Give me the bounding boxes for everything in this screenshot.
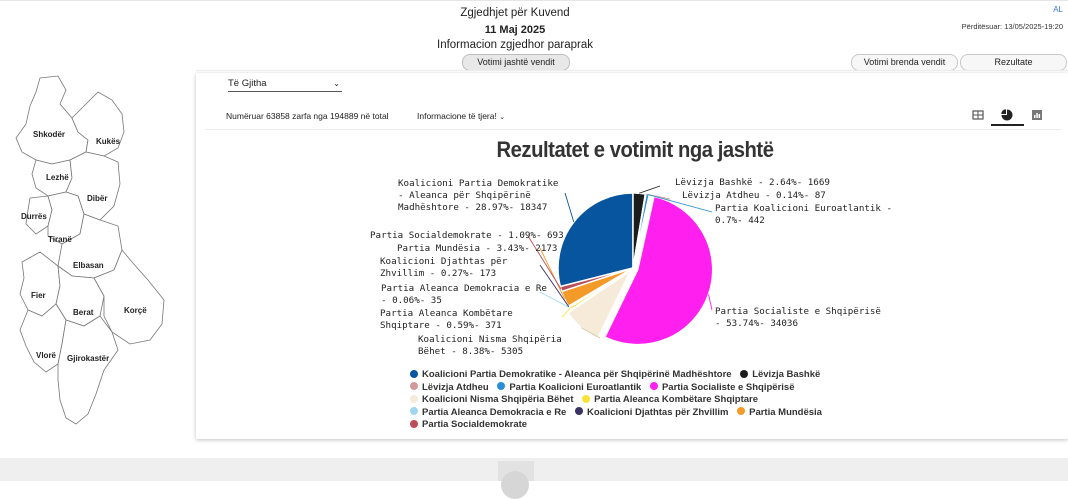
tab-results[interactable]: Rezultate xyxy=(960,54,1067,71)
legend-label: Partia Koalicioni Euroatlantik xyxy=(509,381,642,393)
legend-label: Partia Mundësia xyxy=(749,406,822,418)
legend-dot xyxy=(410,407,418,415)
pie-label-akshi: Partia Aleanca Kombëtare Shqiptare - 0.59%- 371 xyxy=(380,308,513,331)
legend-item[interactable] xyxy=(410,369,732,382)
legend-item[interactable] xyxy=(740,369,820,382)
page-title: Zgjedhjet për Kuvend xyxy=(460,7,570,19)
map-label-durres: Durrës xyxy=(21,212,47,221)
chart-legend xyxy=(410,369,870,432)
legend-label: Lëvizja Atdheu xyxy=(422,381,489,393)
legend-label: Partia Socialdemokrate xyxy=(422,419,528,431)
legend-dot xyxy=(410,420,418,428)
tab-voting-domestic[interactable]: Votimi brenda vendit xyxy=(851,54,958,71)
election-date: 11 Maj 2025 xyxy=(484,24,546,36)
legend-item[interactable] xyxy=(410,394,574,407)
legend-item[interactable] xyxy=(737,407,822,420)
pie-label-pd: Koalicioni Partia Demokratike - Aleanca për Shqipërinë Madhështore - 28.97%- 18347 xyxy=(398,178,559,213)
legend-dot xyxy=(737,407,745,415)
legend-label: Koalicioni Djathtas për Zhvillim xyxy=(586,406,729,418)
chevron-down-icon: ⌄ xyxy=(333,79,340,88)
legend-label: Koalicioni Partia Demokratike - Aleanca për Shqipërinë Madhështore xyxy=(422,369,732,380)
pie-label-euroatlantik: Partia Koalicioni Euroatlantik - 0.7%- 442 xyxy=(715,203,893,226)
map-label-kukes: Kukës xyxy=(96,137,121,146)
chart-title: Rezultatet e votimit nga jashtë xyxy=(496,137,774,162)
legend-item[interactable] xyxy=(582,394,758,407)
map-label-lezhe: Lezhë xyxy=(46,173,69,182)
map-label-gjirokaster: Gjirokastër xyxy=(67,354,110,363)
legend-label: Partia Aleanca Demokracia e Re xyxy=(422,406,567,418)
map-label-shkoder: Shkodër xyxy=(33,130,66,139)
legend-dot xyxy=(575,407,583,415)
pie-connector xyxy=(709,294,712,310)
map-label-fier: Fier xyxy=(31,291,46,300)
map-label-diber: Dibër xyxy=(87,194,108,203)
legend-item[interactable] xyxy=(410,382,489,395)
legend-item[interactable] xyxy=(575,407,728,420)
legend-label: Lëvizja Bashkë xyxy=(752,369,821,380)
legend-dot xyxy=(410,395,418,403)
legend-item[interactable] xyxy=(497,382,641,395)
more-info-label: Informacione të tjera! xyxy=(417,111,497,121)
scroll-button[interactable] xyxy=(501,471,529,499)
legend-label: Koalicioni Nisma Shqipëria Bëhet xyxy=(422,394,574,406)
region-select-value: Të Gjitha xyxy=(228,78,267,89)
pie-label-demokracia-re: Partia Aleanca Demokracia e Re - 0.06%- 35 xyxy=(381,283,547,306)
chevron-down-icon: ⌄ xyxy=(499,114,506,121)
legend-item[interactable] xyxy=(410,419,527,432)
legend-item[interactable] xyxy=(410,407,566,420)
pie-label-mundesia: Partia Mundësia - 3.43%- 2173 xyxy=(397,243,558,254)
map-label-korce: Korçë xyxy=(124,306,147,315)
pie-label-nisma: Koalicioni Nisma Shqipëria Bëhet - 8.38%- 5305 xyxy=(418,334,562,357)
legend-dot xyxy=(410,382,418,390)
pie-label-djathtas: Koalicioni Djathtas për Zhvillim - 0.27%- 173 xyxy=(380,256,508,279)
pie-label-levizja-atdheu: Lëvizja Atdheu - 0.14%- 87 xyxy=(682,190,826,201)
legend-dot xyxy=(582,395,590,403)
legend-item[interactable] xyxy=(650,382,795,395)
legend-dot xyxy=(650,382,658,390)
legend-label: Partia Aleanca Kombëtare Shqiptare xyxy=(594,394,758,406)
legend-dot xyxy=(410,370,418,378)
map-label-tirane: Tiranë xyxy=(48,235,72,244)
pie-label-ps: Partia Socialiste e Shqipërisë - 53.74%- 34036 xyxy=(715,306,881,329)
language-switch[interactable]: AL xyxy=(1053,5,1063,14)
legend-label: Partia Socialiste e Shqipërisë xyxy=(661,381,795,393)
tab-voting-abroad[interactable]: Votimi jashtë vendit xyxy=(462,54,570,71)
map-label-berat: Berat xyxy=(73,308,94,317)
map-label-elbasan: Elbasan xyxy=(73,261,104,270)
pie-label-socialdemokrate: Partia Socialdemokrate - 1.09%- 693 xyxy=(370,230,564,241)
envelopes-counted: Numëruar 63858 zarfa nga 194889 në total xyxy=(226,111,389,121)
legend-dot xyxy=(740,370,748,378)
pie-label-levizja-bashke: Lëvizja Bashkë - 2.64%- 1669 xyxy=(675,177,830,188)
page-subtitle: Informacion zgjedhor paraprak xyxy=(437,39,593,51)
updated-timestamp: Përditësuar: 13/05/2025-19:20 xyxy=(961,22,1063,31)
page-footer xyxy=(0,458,1068,481)
pie-connector xyxy=(639,186,660,193)
map-label-vlore: Vlorë xyxy=(36,351,57,360)
legend-dot xyxy=(497,382,505,390)
